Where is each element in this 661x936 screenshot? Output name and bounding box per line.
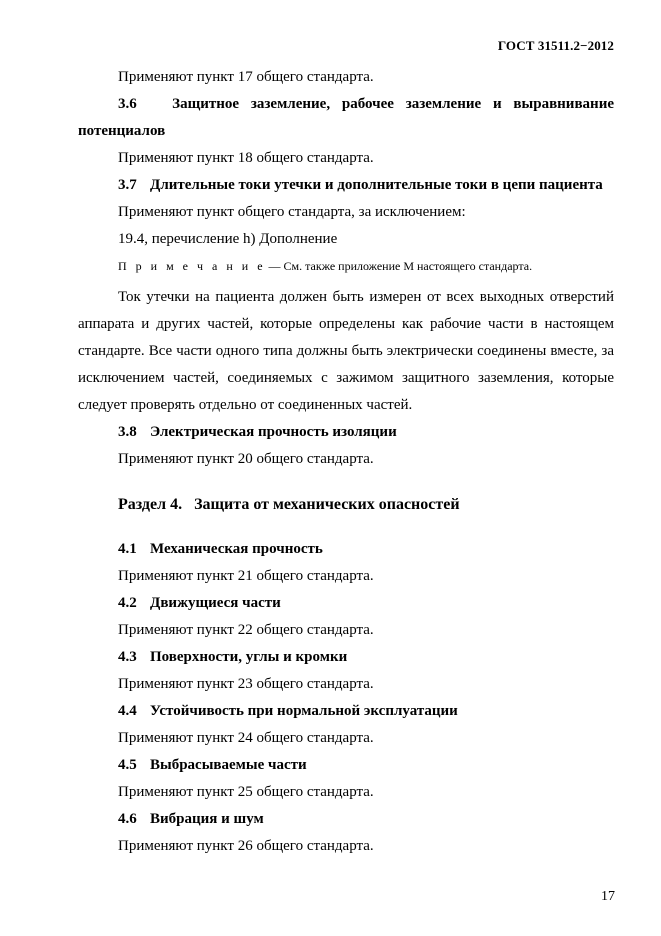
paragraph-clause-22: Применяют пункт 22 общего стандарта. (118, 622, 374, 638)
heading-4-5 (78, 752, 614, 779)
heading-number: 4.2 (118, 595, 137, 611)
document-code: ГОСТ 31511.2−2012 (497, 38, 614, 53)
heading-3-6 (78, 91, 614, 118)
heading-4-4 (78, 698, 614, 725)
heading-number: 4.6 (118, 811, 137, 827)
heading-title: Длительные токи утечки и дополнительные токи в цепи пациента (150, 177, 603, 193)
heading-3-7 (78, 172, 614, 199)
heading-4-3 (78, 644, 614, 671)
heading-4-2 (78, 590, 614, 617)
paragraph-clause-20: Применяют пункт 20 общего стандарта. (118, 451, 374, 467)
page-number: 17 (601, 889, 615, 904)
heading-title: Устойчивость при нормальной эксплуатации (150, 703, 458, 719)
heading-title: Движущиеся части (150, 595, 281, 611)
heading-number: 4.3 (118, 649, 137, 665)
heading-title: Защитное заземление, рабочее заземление и выравнивание (172, 96, 614, 112)
heading-number: 3.6 (118, 96, 137, 112)
heading-3-8 (78, 419, 614, 446)
note-label: П р и м е ч а н и е (118, 259, 266, 273)
spacer (78, 473, 614, 491)
paragraph-clause-24: Применяют пункт 24 общего стандарта. (118, 730, 374, 746)
paragraph-leakage-current: Ток утечки на пациента должен быть измерен от всех выходных отверстий аппарата и других частей, которые определены как рабочие части в настоящем стандарте. Все части одного типа должны быть электрически соединены вместе, за исключением частей, соединяемых с зажимом защитного заземления, которые следует проверять отдельно от соединенных частей. (78, 289, 614, 413)
heading-3-6-continuation: потенциалов (78, 123, 166, 139)
heading-number: 4.4 (118, 703, 137, 719)
heading-number: 4.5 (118, 757, 137, 773)
section-4-title: Раздел 4. Защита от механических опасностей (118, 496, 460, 513)
paragraph-clause-23: Применяют пункт 23 общего стандарта. (118, 676, 374, 692)
paragraph-clause-18: Применяют пункт 18 общего стандарта. (118, 150, 374, 166)
page-content (78, 64, 614, 860)
heading-title: Вибрация и шум (150, 811, 264, 827)
heading-number: 3.8 (118, 424, 137, 440)
heading-title: Электрическая прочность изоляции (150, 424, 397, 440)
paragraph-clause-25: Применяют пункт 25 общего стандарта. (118, 784, 374, 800)
note-text: — См. также приложение М настоящего стандарта. (265, 259, 533, 273)
heading-4-6 (78, 806, 614, 833)
heading-title: Поверхности, углы и кромки (150, 649, 348, 665)
paragraph-clause-17: Применяют пункт 17 общего стандарта. (118, 69, 374, 85)
paragraph-general-exception: Применяют пункт общего стандарта, за исключением: (118, 204, 466, 220)
heading-number: 4.1 (118, 541, 137, 557)
paragraph-clause-26: Применяют пункт 26 общего стандарта. (118, 838, 374, 854)
heading-title: Механическая прочность (150, 541, 323, 557)
note (78, 253, 614, 280)
paragraph-19-4: 19.4, перечисление h) Дополнение (118, 231, 338, 247)
heading-number: 3.7 (118, 177, 137, 193)
spacer (78, 518, 614, 536)
heading-4-1 (78, 536, 614, 563)
paragraph-clause-21: Применяют пункт 21 общего стандарта. (118, 568, 374, 584)
heading-title: Выбрасываемые части (150, 757, 307, 773)
